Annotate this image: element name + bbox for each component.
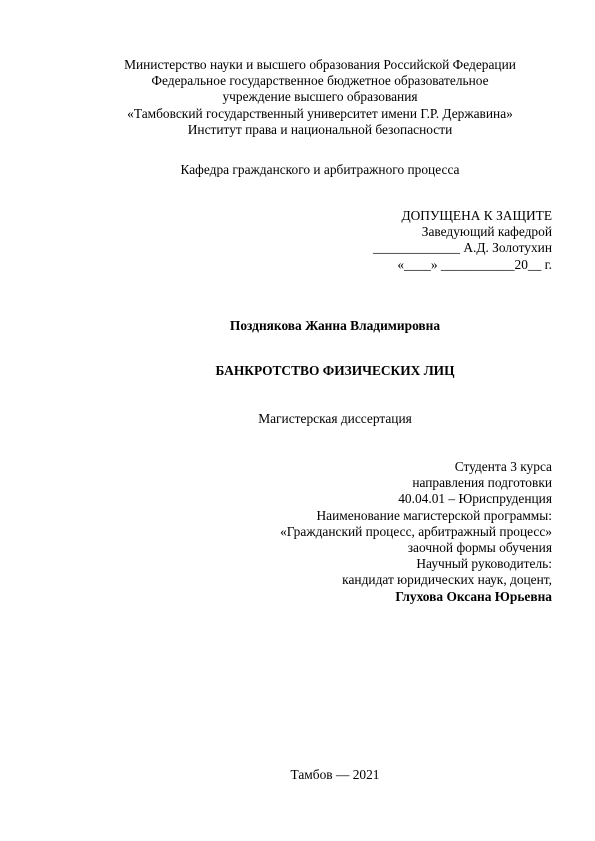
program-name: «Гражданский процесс, арбитражный процесс» bbox=[280, 523, 552, 539]
thesis-title: БАНКРОТСТВО ФИЗИЧЕСКИХ ЛИЦ bbox=[215, 363, 455, 378]
student-info-block bbox=[280, 459, 552, 605]
city-year: Тамбов — 2021 bbox=[290, 767, 380, 782]
ministry-line: Министерство науки и высшего образования Российской Федерации bbox=[124, 57, 516, 72]
author-name: Позднякова Жанна Владимировна bbox=[229, 318, 441, 333]
program-label: Наименование магистерской программы: bbox=[316, 507, 552, 523]
institution-type-line: Федеральное государственное бюджетное образовательное bbox=[151, 73, 489, 89]
supervisor-label: Научный руководитель: bbox=[416, 556, 552, 572]
institute-line: Институт права и национальной безопасности bbox=[187, 121, 453, 137]
approval-signature-line: _____________ А.Д. Золотухин bbox=[372, 240, 552, 256]
approval-title: ДОПУЩЕНА К ЗАЩИТЕ bbox=[401, 208, 552, 223]
institution-level-line: учреждение высшего образования bbox=[222, 89, 418, 105]
supervisor-degree: кандидат юридических наук, доцент, bbox=[342, 572, 552, 588]
direction-label: направления подготовки bbox=[412, 475, 552, 491]
direction-code: 40.04.01 – Юриспруденция bbox=[398, 491, 552, 507]
institution-header bbox=[0, 57, 595, 138]
department-name: Кафедра гражданского и арбитражного процесса bbox=[180, 162, 460, 177]
approval-position: Заведующий кафедрой bbox=[421, 224, 552, 240]
student-course: Студента 3 курса bbox=[454, 459, 552, 474]
approval-date-line: «____» ___________20__ г. bbox=[397, 256, 552, 272]
supervisor-name: Глухова Оксана Юрьевна bbox=[395, 588, 552, 604]
study-form: заочной формы обучения bbox=[407, 540, 552, 556]
university-name-line: «Тамбовский государственный университет имени Г.Р. Державина» bbox=[127, 105, 513, 121]
approval-block bbox=[373, 208, 552, 273]
work-type: Магистерская диссертация bbox=[258, 411, 412, 426]
